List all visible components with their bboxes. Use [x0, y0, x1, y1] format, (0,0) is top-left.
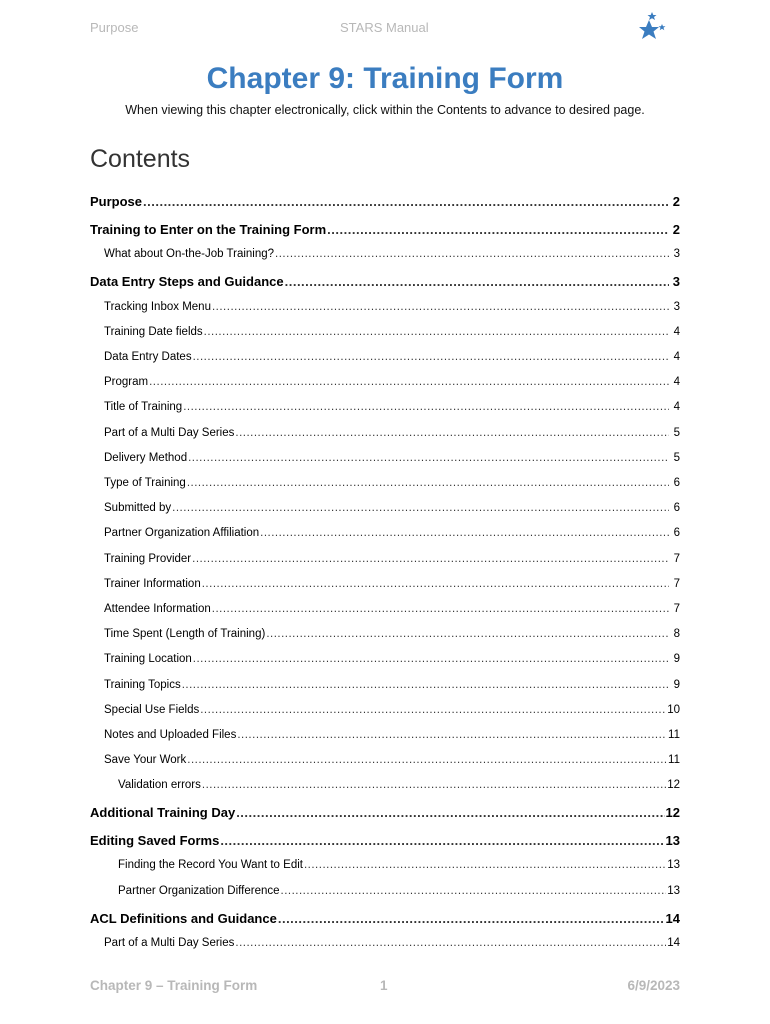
toc-entry[interactable] — [90, 779, 680, 804]
toc-dot-leader — [188, 452, 669, 464]
toc-dot-leader — [193, 351, 669, 363]
toc-entry[interactable] — [90, 193, 680, 221]
toc-entry-page: 3 — [673, 248, 680, 260]
toc-entry-label: Tracking Inbox Menu — [104, 300, 211, 313]
toc-entry-page: 4 — [673, 401, 680, 414]
toc-entry[interactable] — [90, 729, 680, 754]
toc-dot-leader — [278, 911, 665, 926]
toc-entry-page: 11 — [668, 728, 680, 741]
toc-entry-label: Finding the Record You Want to Edit — [118, 859, 303, 872]
toc-entry-label: Part of a Multi Day Series — [104, 937, 235, 950]
toc-dot-leader — [260, 527, 669, 539]
toc-entry-page: 13 — [667, 884, 680, 897]
header-section-label: Purpose — [90, 20, 139, 35]
toc-entry-label: Data Entry Dates — [104, 351, 192, 364]
toc-entry[interactable] — [90, 527, 680, 552]
toc-entry[interactable] — [90, 885, 680, 910]
toc-entry-label: Additional Training Day — [90, 805, 236, 821]
chapter-title: Chapter 9: Training Form — [206, 62, 564, 95]
toc-entry-page: 4 — [673, 325, 680, 338]
toc-entry-label: Notes and Uploaded Files — [104, 728, 237, 741]
toc-entry[interactable] — [90, 273, 680, 301]
footer-date: 6/9/2023 — [627, 978, 680, 993]
toc-entry[interactable] — [90, 452, 680, 477]
toc-dot-leader — [212, 301, 669, 313]
toc-entry-page: 2 — [672, 221, 680, 237]
page-header — [90, 18, 680, 42]
footer-page-number: 1 — [380, 978, 388, 993]
toc-dot-leader — [202, 578, 669, 590]
toc-dot-leader — [143, 194, 669, 209]
toc-entry-label: Part of a Multi Day Series — [104, 426, 235, 439]
toc-entry-page: 12 — [667, 779, 680, 792]
toc-entry-label: Purpose — [90, 194, 143, 209]
toc-entry-page: 7 — [673, 602, 680, 615]
toc-dot-leader — [187, 754, 667, 766]
toc-entry[interactable] — [90, 376, 680, 401]
table-of-contents — [90, 193, 680, 963]
toc-entry-page: 2 — [672, 194, 680, 209]
toc-entry-page: 4 — [673, 376, 680, 389]
toc-entry-label: Submitted by — [104, 502, 172, 515]
toc-entry-label: What about On-the-Job Training? — [104, 248, 275, 260]
toc-dot-leader — [236, 805, 664, 820]
toc-entry[interactable] — [90, 704, 680, 729]
toc-dot-leader — [285, 274, 669, 289]
toc-entry-page: 9 — [673, 678, 680, 691]
toc-entry-page: 7 — [673, 552, 680, 565]
toc-entry[interactable] — [90, 832, 680, 860]
toc-entry-page: 6 — [673, 502, 680, 515]
toc-entry[interactable] — [90, 351, 680, 376]
toc-entry-page: 12 — [665, 805, 680, 821]
toc-entry-label: Type of Training — [104, 477, 186, 489]
toc-entry[interactable] — [90, 553, 680, 578]
toc-dot-leader — [220, 833, 664, 848]
toc-entry[interactable] — [90, 326, 680, 351]
toc-entry-label: ACL Definitions and Guidance — [90, 910, 277, 926]
chapter-subtitle: When viewing this chapter electronically, click within the Contents to advance to desired page. — [125, 103, 645, 117]
toc-dot-leader — [193, 653, 669, 665]
toc-entry[interactable] — [90, 301, 680, 326]
toc-entry-label: Title of Training — [104, 401, 183, 414]
toc-dot-leader — [204, 326, 669, 338]
toc-entry-page: 4 — [673, 351, 680, 364]
toc-entry[interactable] — [90, 859, 680, 884]
toc-entry-page: 3 — [673, 300, 680, 313]
toc-dot-leader — [172, 502, 669, 514]
toc-entry-page: 5 — [673, 451, 680, 464]
toc-entry-label: Data Entry Steps and Guidance — [90, 274, 284, 290]
toc-entry-label: Partner Organization Affiliation — [104, 527, 260, 540]
toc-entry-page: 13 — [665, 832, 680, 848]
page-footer — [90, 978, 680, 998]
toc-entry-page: 14 — [665, 910, 680, 926]
toc-entry-page: 13 — [667, 859, 680, 872]
contents-heading: Contents — [90, 145, 191, 173]
toc-dot-leader — [235, 427, 669, 439]
toc-entry-page: 3 — [672, 274, 680, 290]
toc-entry[interactable] — [90, 910, 680, 938]
toc-entry-label: Special Use Fields — [104, 703, 200, 716]
toc-dot-leader — [327, 222, 669, 237]
toc-dot-leader — [192, 553, 669, 565]
toc-dot-leader — [182, 679, 669, 691]
toc-entry-label: Editing Saved Forms — [90, 832, 220, 848]
toc-entry-label: Partner Organization Difference — [118, 884, 280, 897]
toc-dot-leader — [149, 376, 669, 388]
toc-entry-page: 8 — [673, 628, 680, 641]
toc-entry-label: Trainer Information — [104, 577, 201, 590]
toc-entry-label: Attendee Information — [104, 602, 211, 615]
toc-entry-page: 5 — [673, 426, 680, 439]
toc-entry[interactable] — [90, 502, 680, 527]
toc-entry[interactable] — [90, 477, 680, 502]
toc-entry[interactable] — [90, 628, 680, 653]
toc-dot-leader — [212, 603, 669, 615]
toc-dot-leader — [304, 859, 666, 871]
toc-dot-leader — [237, 729, 667, 741]
toc-entry[interactable] — [90, 427, 680, 452]
toc-dot-leader — [275, 248, 669, 260]
toc-entry-page: 14 — [667, 937, 680, 950]
toc-dot-leader — [200, 704, 666, 716]
toc-entry[interactable] — [90, 401, 680, 426]
toc-entry-label: Training Provider — [104, 552, 192, 565]
toc-entry-label: Training Location — [104, 653, 192, 666]
toc-entry[interactable] — [90, 248, 680, 273]
toc-entry-label: Training Date fields — [104, 325, 203, 338]
toc-entry-label: Time Spent (Length of Training) — [104, 628, 266, 641]
footer-chapter-label: Chapter 9 – Training Form — [90, 978, 258, 993]
toc-entry-label: Delivery Method — [104, 451, 188, 464]
toc-entry-label: Validation errors — [118, 779, 201, 792]
toc-entry[interactable] — [90, 679, 680, 704]
toc-entry-page: 6 — [673, 477, 680, 489]
toc-dot-leader — [183, 401, 669, 413]
toc-entry[interactable] — [90, 603, 680, 628]
stars-logo-icon — [635, 12, 669, 46]
toc-entry[interactable] — [90, 804, 680, 832]
toc-entry[interactable] — [90, 754, 680, 779]
toc-dot-leader — [235, 937, 666, 949]
toc-entry-page: 10 — [667, 703, 680, 716]
toc-entry[interactable] — [90, 937, 680, 962]
header-manual-title: STARS Manual — [340, 20, 429, 35]
toc-entry[interactable] — [90, 221, 680, 249]
toc-entry[interactable] — [90, 578, 680, 603]
toc-entry-page: 6 — [673, 527, 680, 540]
toc-dot-leader — [281, 885, 667, 897]
toc-entry-label: Program — [104, 376, 149, 389]
toc-entry-page: 9 — [673, 653, 680, 666]
toc-entry-label: Save Your Work — [104, 754, 187, 767]
toc-entry[interactable] — [90, 653, 680, 678]
toc-dot-leader — [202, 779, 666, 791]
toc-dot-leader — [266, 628, 669, 640]
toc-entry-page: 11 — [668, 754, 680, 767]
toc-entry-label: Training Topics — [104, 678, 181, 691]
toc-entry-label: Training to Enter on the Training Form — [90, 221, 327, 237]
toc-dot-leader — [187, 477, 669, 489]
toc-entry-page: 7 — [673, 577, 680, 590]
